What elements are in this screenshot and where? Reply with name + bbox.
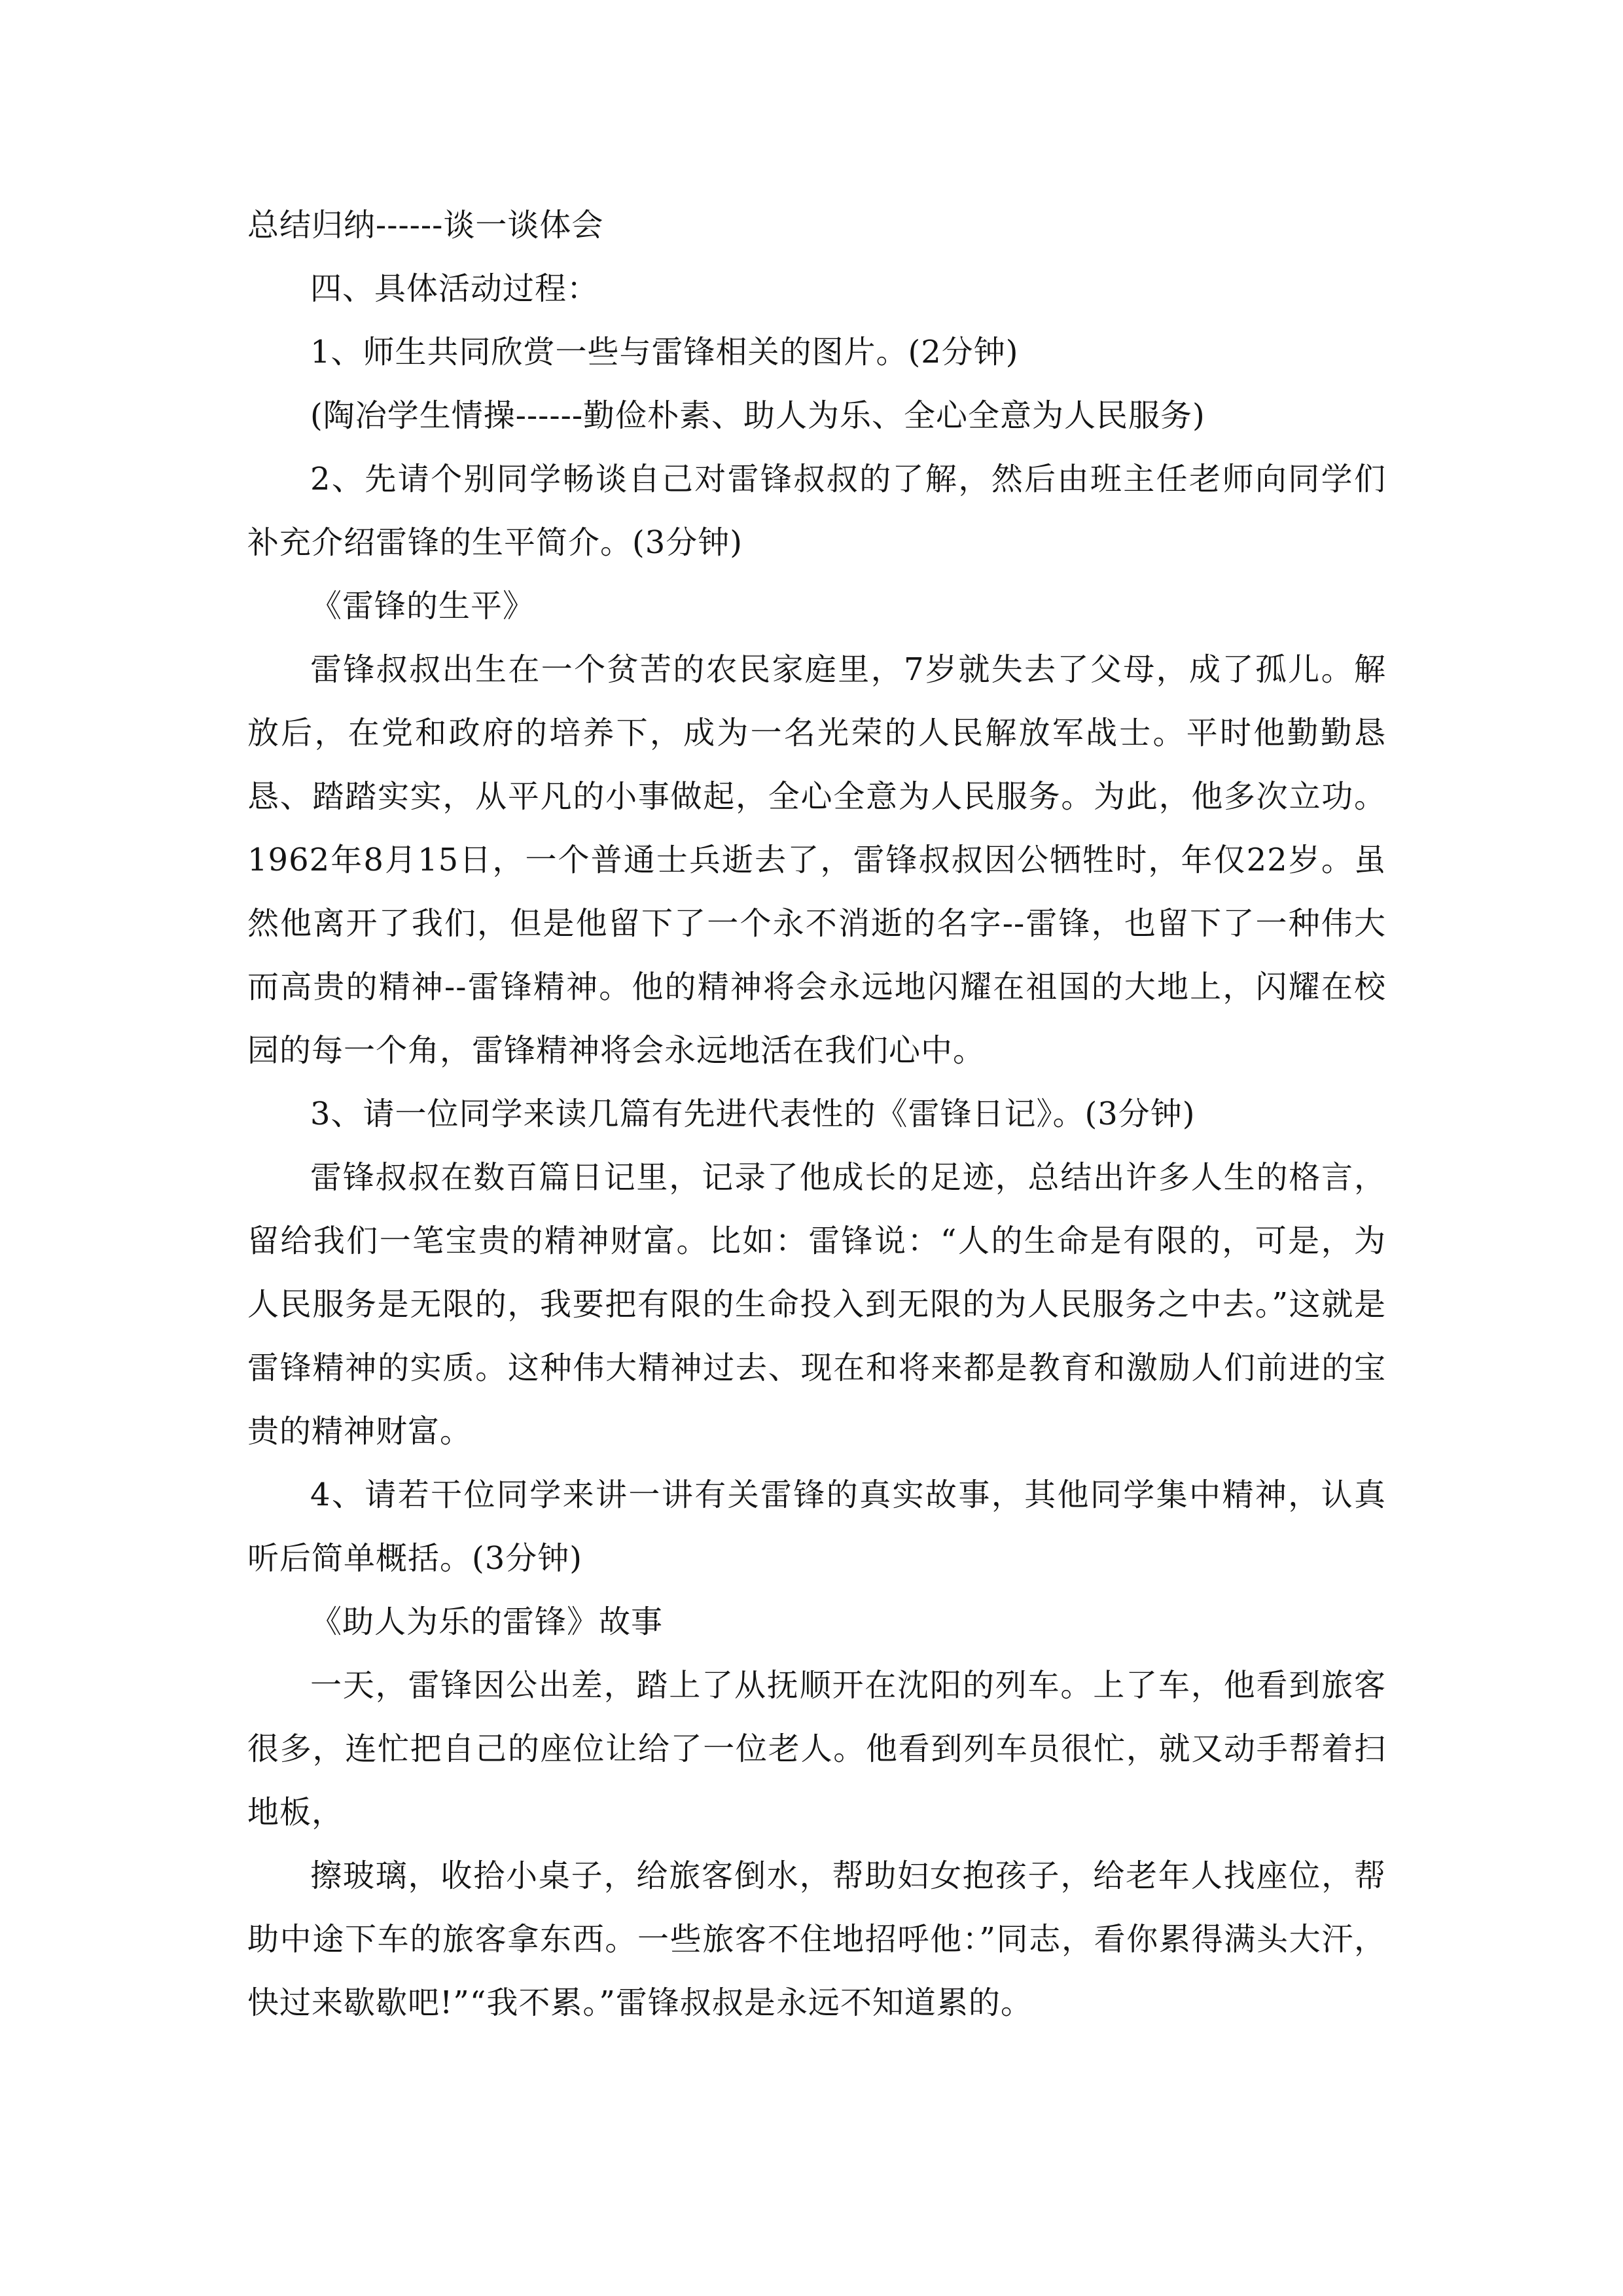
summary-line: 总结归纳------谈一谈体会 [247,207,604,243]
activity-step-1: 1、师生共同欣赏一些与雷锋相关的图片。(2分钟) [310,334,1019,370]
story-title: 《助人为乐的雷锋》故事 [310,1604,664,1640]
story-paragraph-2: 擦玻璃，收拾小桌子，给旅客倒水，帮助妇女抱孩子，给老年人找座位，帮助中途下车的旅客拿东西。一些旅客不住地招呼他：”同志，看你累得满头大汗，快过来歇歇吧!”“我不累。”雷锋叔叔是永远不知道累的。 [247,1857,1386,2021]
activity-step-3: 3、请一位同学来读几篇有先进代表性的《雷锋日记》。(3分钟) [310,1096,1196,1132]
biography-title: 《雷锋的生平》 [310,588,535,624]
document-page [247,194,1386,2035]
story-paragraph-1: 一天，雷锋因公出差，踏上了从抚顺开在沈阳的列车。上了车，他看到旅客很多，连忙把自己的座位让给了一位老人。他看到列车员很忙，就又动手帮着扫地板， [247,1667,1386,1831]
biography-paragraph: 雷锋叔叔出生在一个贫苦的农民家庭里，7岁就失去了父母，成了孤儿。解放后，在党和政府的培养下，成为一名光荣的人民解放军战士。平时他勤勤恳恳、踏踏实实，从平凡的小事做起，全心全意为人民服务。为此，他多次立功。1962年8月15日，一个普通士兵逝去了，雷锋叔叔因公牺牲时，年仅22岁。虽然他离开了我们，但是他留下了一个永不消逝的名字--雷锋，也留下了一种伟大而高贵的精神--雷锋精神。他的精神将会永远地闪耀在祖国的大地上，闪耀在校园的每一个角，雷锋精神将会永远地活在我们心中。 [247,651,1386,1069]
section-4-heading: 四、具体活动过程： [310,270,599,307]
activity-step-4: 4、请若干位同学来讲一讲有关雷锋的真实故事，其他同学集中精神，认真听后简单概括。(3分钟) [247,1477,1386,1577]
activity-step-1-note: (陶冶学生情操------勤俭朴素、助人为乐、全心全意为人民服务) [310,397,1205,434]
activity-step-2: 2、先请个别同学畅谈自己对雷锋叔叔的了解，然后由班主任老师向同学们补充介绍雷锋的生平简介。(3分钟) [247,461,1386,561]
diary-paragraph: 雷锋叔叔在数百篇日记里，记录了他成长的足迹，总结出许多人生的格言，留给我们一笔宝贵的精神财富。比如：雷锋说：“人的生命是有限的，可是，为人民服务是无限的，我要把有限的生命投入到无限的为人民服务之中去。”这就是雷锋精神的实质。这种伟大精神过去、现在和将来都是教育和激励人们前进的宝贵的精神财富。 [247,1159,1386,1450]
